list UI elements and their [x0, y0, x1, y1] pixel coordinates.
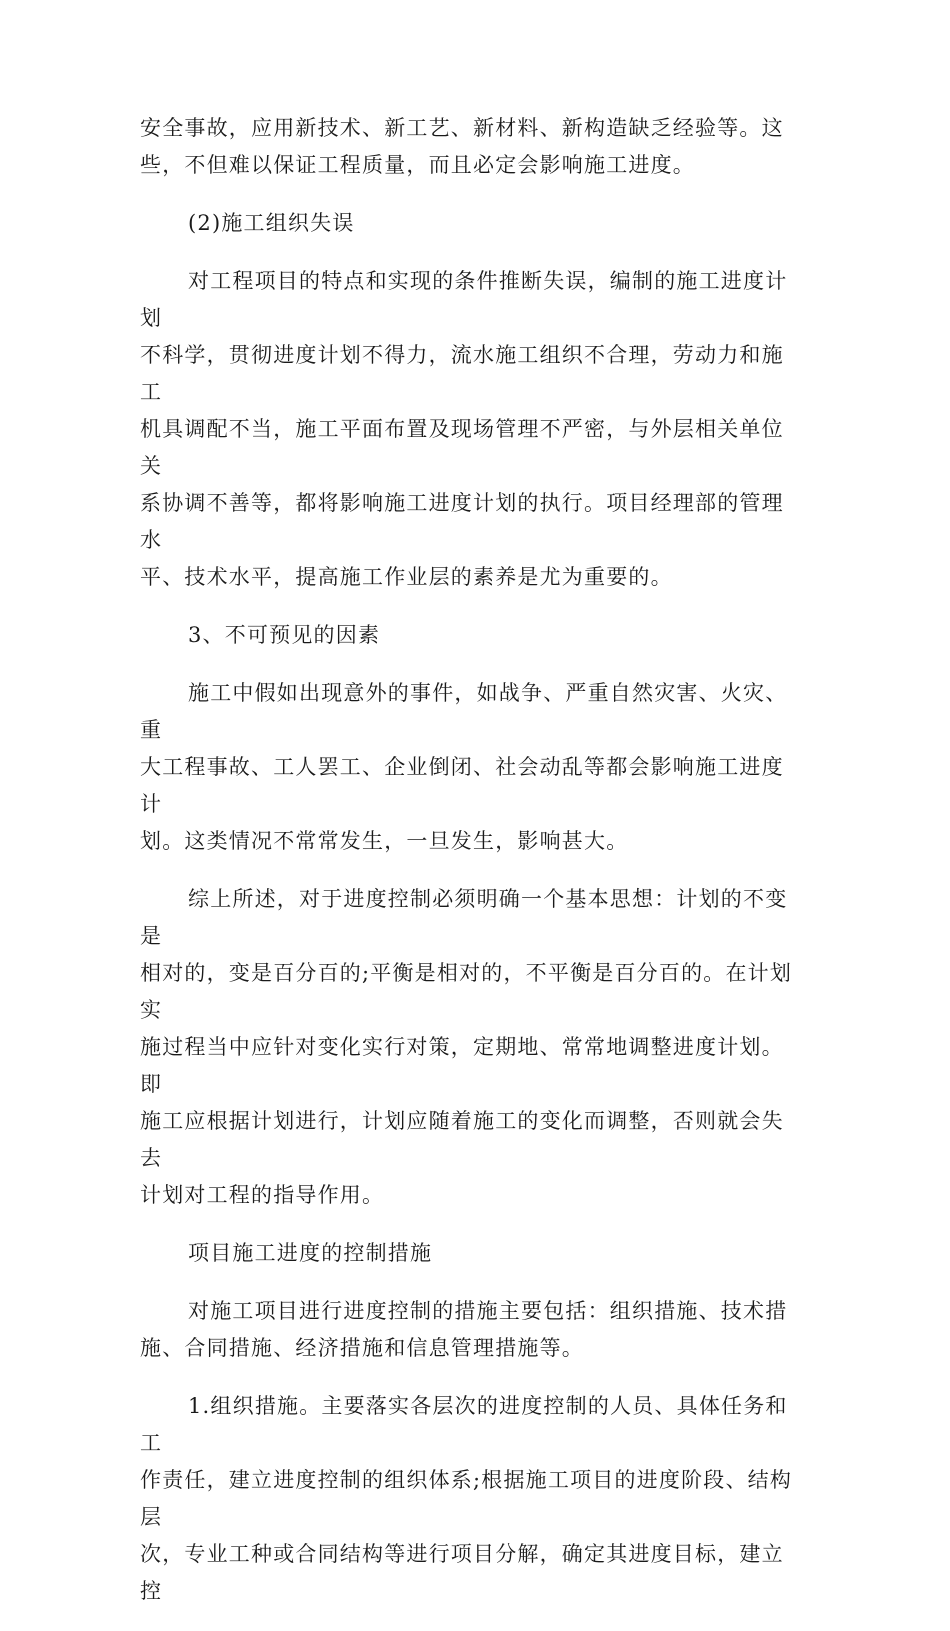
heading-unforeseen-factors: 3、不可预见的因素 — [188, 623, 381, 647]
heading-construction-organization-error: (2)施工组织失误 — [188, 211, 355, 235]
paragraph-summary: 综上所述，对于进度控制必须明确一个基本思想：计划的不变是 相对的，变是百分百的;平衡是相对的，不平衡是百分百的。在计划实 施过程当中应针对变化实行对策，定期地、常常地调整进度计划。即 施工应根据计划进行，计划应随着施工的变化而调整，否则就会失去 计划对工程的指导作用。 — [140, 887, 793, 1207]
paragraph-control-measures: 对施工项目进行进度控制的措施主要包括：组织措施、技术措 施、合同措施、经济措施和信息管理措施等。 — [140, 1299, 788, 1360]
paragraph-organization-error: 对工程项目的特点和实现的条件推断失误，编制的施工进度计划 不科学，贯彻进度计划不得力，流水施工组织不合理，劳动力和施工 机具调配不当，施工平面布置及现场管理不严密，与外层相关单位关 系协调不善等，都将影响施工进度计划的执行。项目经理部的管理水 平、技术水平，提高施工作业层的素养是尤为重要的。 — [140, 269, 788, 589]
document-page — [140, 110, 800, 1631]
paragraph-unforeseen-factors: 施工中假如出现意外的事件，如战争、严重自然灾害、火灾、重 大工程事故、工人罢工、企业倒闭、社会动乱等都会影响施工进度计 划。这类情况不常常发生，一旦发生，影响甚大。 — [140, 681, 788, 853]
paragraph-continuation: 安全事故，应用新技术、新工艺、新材料、新构造缺乏经验等。这 些，不但难以保证工程质量，而且必定会影响施工进度。 — [140, 116, 784, 177]
heading-control-measures: 项目施工进度的控制措施 — [188, 1241, 433, 1265]
paragraph-organizational-measures: 1.组织措施。主要落实各层次的进度控制的人员、具体任务和工 作责任，建立进度控制的组织体系;根据施工项目的进度阶段、结构层 次，专业工种或合同结构等进行项目分解，确定其进度目标，建立控 — [140, 1394, 793, 1603]
